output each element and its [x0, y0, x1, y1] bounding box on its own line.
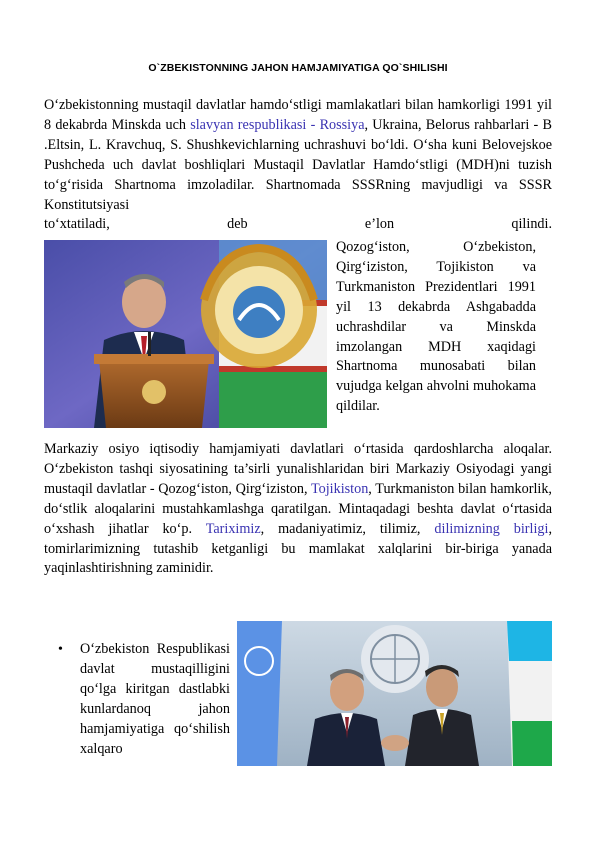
- handshake-un-photo: [237, 621, 552, 766]
- list-item: [58, 640, 230, 759]
- page-title: O`ZBEKISTONNING JAHON HAMJAMIYATIGA QO`SHILISHI: [148, 62, 448, 74]
- paragraph-last-line: [44, 215, 552, 235]
- paragraph-text: , tomirlarimizning tutashib ketganligi bu mamlakat xalqlarini bir-biriga yanada yaqinlashtirishning zaminidir.: [44, 520, 552, 577]
- paragraph-text: , Turkmaniston bilan hamkorlik, do‘stlik aloqalarini mustahkamlashga qaratilgan. Mintaqadagi beshta davlat o‘rtasida o‘xshash jihatlar ko‘p.: [44, 480, 552, 537]
- paragraph-mdh-founding: [44, 96, 552, 235]
- bullet-icon: •: [58, 642, 63, 657]
- paragraph-text: O‘zbekistonning mustaqil davlatlar hamdo‘stligi mamlakatlari bilan hamkorligi 1991 yil 8 dekabrda Minskda uch: [44, 97, 552, 133]
- president-podium-photo: [44, 240, 327, 428]
- link-tojikiston[interactable]: Tojikiston: [310, 480, 369, 497]
- paragraph-ashgabad-meeting: Qozog‘iston, O‘zbekiston, Qirg‘iziston, Tojikiston va Turkmaniston Prezidentlari 1991 yil 13 dekabrda Ashgabadda uchrashdilar va Minskda imzolangan MDH xaqidagi Shartnoma munosabati bilan vujudga kelgan ahvolni muhokama qildilar.: [336, 239, 536, 415]
- paragraph-text: to‘xtatiladi, deb e’lon qilindi.: [44, 216, 552, 233]
- link-dilimizning-birligi[interactable]: dilimizning birligi: [434, 520, 549, 537]
- paragraph-text: , Ukraina, Belorus rahbarlari - B .Eltsin, L. Kravchuq, S. Shushkevichlarning uchrashuvi bo‘ldi. O‘sha kuni Belovejskoe Pushcheda uch davlat boshliqlari Mustaqil Davlatlar Hamdo‘stligi (MDH)ni tuzish to‘g‘risida Shartnoma imzoladilar. Shartnomada SSSRning mavjudligi va SSSR Konstitutsiyasi: [44, 116, 552, 213]
- list-item-text: O‘zbekiston Respublikasi davlat mustaqilligini qo‘lga kiritgan dastlabki kunlardanoq jahon hamjamiyatiga qo‘shilish xalqaro: [80, 641, 230, 757]
- paragraph-text: , madaniyatimiz, tilimiz,: [260, 520, 435, 537]
- paragraph-central-asia: [44, 440, 552, 579]
- link-tariximiz[interactable]: Tariximiz: [205, 520, 261, 537]
- link-slavyan-respublikasi[interactable]: slavyan respublikasi - Rossiya: [190, 116, 365, 133]
- paragraph-text: Markaziy osiyo iqtisodiy hamjamiyati davlatlari o‘rtasida qardoshlarcha aloqalar. O‘zbekiston tashqi siyosatining ta’sirli yunalishlaridan biri Markaziy Osiyodagi yangi mustaqil davlatlar - Qozog‘iston, Qirg‘iziston,: [44, 441, 552, 497]
